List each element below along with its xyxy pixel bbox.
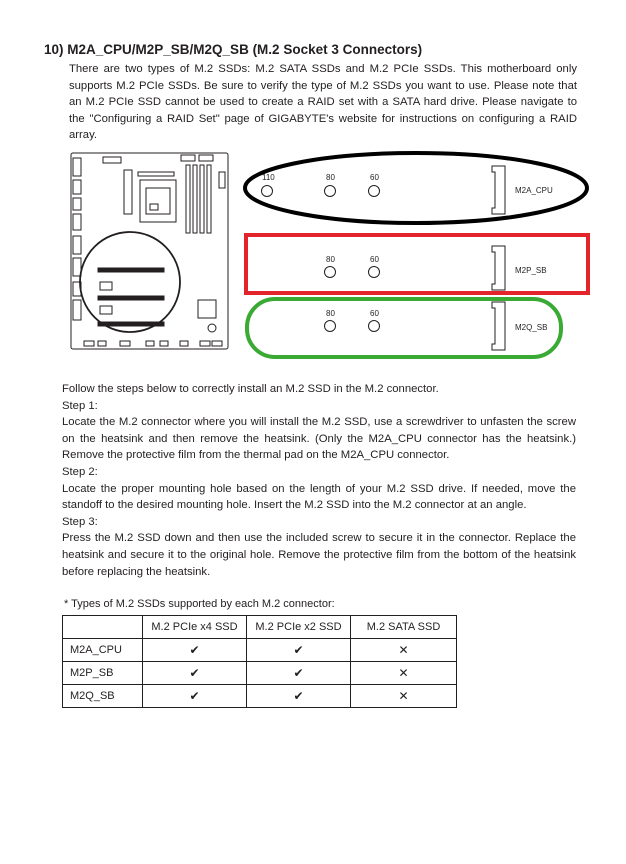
mounting-hole-80 (325, 267, 336, 278)
hole-label-80: 80 (326, 309, 335, 318)
check-icon: ✔ (143, 639, 247, 662)
mounting-hole-80 (325, 186, 336, 197)
step1-text: Locate the M.2 connector where you will install the M.2 SSD, use a screwdriver to unfasten the screw on the heatsink and then remove the heatsink. (Only the M2A_CPU connector has the heatsink.) Remove the protective film from the thermal pad on the M2A_CPU connector. (62, 416, 576, 462)
m2-slot-connector (492, 246, 505, 290)
m2q-sb-outline (247, 299, 561, 357)
connector-label-m2p-sb: M2P_SB (515, 266, 547, 275)
check-icon: ✔ (143, 662, 247, 685)
check-icon: ✔ (247, 662, 351, 685)
section-heading: 10) M2A_CPU/M2P_SB/M2Q_SB (M.2 Socket 3 Connectors) (44, 42, 423, 57)
connector-label-m2q-sb: M2Q_SB (515, 323, 548, 332)
m2-connector-diagram (0, 0, 626, 380)
mounting-hole-60 (369, 267, 380, 278)
mounting-hole-80 (325, 321, 336, 332)
step1-title: Step 1: (62, 399, 98, 412)
step3-text: Press the M.2 SSD down and then use the included screw to secure it in the connector. Replace the heatsink and secure it to the original hole. Remove the protective film from the bottom of the heatsink before replacing the heatsink. (62, 532, 576, 578)
table-header-cell: M.2 SATA SSD (351, 616, 457, 639)
table-header-cell: M.2 PCIe x4 SSD (143, 616, 247, 639)
mounting-hole-60 (369, 186, 380, 197)
m2q-sb-connector-view (247, 299, 561, 357)
table-header-row (63, 616, 457, 639)
hole-label-80: 80 (326, 255, 335, 264)
m2p-sb-connector-view (246, 235, 588, 293)
hole-label-60: 60 (370, 173, 379, 182)
table-row (63, 685, 457, 708)
row-label: M2A_CPU (63, 639, 143, 662)
table-header-cell: M.2 PCIe x2 SSD (247, 616, 351, 639)
m2a-cpu-connector-view (245, 153, 587, 223)
row-label: M2P_SB (63, 662, 143, 685)
table-header-cell (63, 616, 143, 639)
hole-label-110: 110 (262, 173, 275, 182)
mounting-hole-110 (262, 186, 273, 197)
installation-steps (62, 381, 576, 580)
table-row (63, 662, 457, 685)
check-icon: ✔ (247, 639, 351, 662)
ssd-support-table (62, 615, 457, 708)
hole-label-60: 60 (370, 309, 379, 318)
hole-label-80: 80 (326, 173, 335, 182)
intro-paragraph: There are two types of M.2 SSDs: M.2 SATA SSDs and M.2 PCIe SSDs. This motherboard only supports M.2 PCIe SSDs. Be sure to verify the type of M.2 SSDs you want to use. Please note that an M.2 PCIe SSD cannot be used to create a RAID set with a SATA hard drive. Please navigate to the "Configuring a RAID Set" page of GIGABYTE's website for instructions on configuring a RAID array. (69, 63, 577, 141)
m2-slot-connector (492, 302, 505, 350)
motherboard-illustration (71, 153, 228, 349)
row-label: M2Q_SB (63, 685, 143, 708)
mounting-hole-60 (369, 321, 380, 332)
cross-icon: ✕ (351, 662, 457, 685)
m2-slot-connector (492, 166, 505, 214)
table-row (63, 639, 457, 662)
cross-icon: ✕ (351, 639, 457, 662)
step2-text: Locate the proper mounting hole based on the length of your M.2 SSD drive. If needed, move the standoff to the desired mounting hole. Insert the M.2 SSD into the M.2 connector at an angle. (62, 482, 576, 512)
cross-icon: ✕ (351, 685, 457, 708)
table-caption: * Types of M.2 SSDs supported by each M.2 connector: (64, 598, 335, 610)
hole-label-60: 60 (370, 255, 379, 264)
m2p-sb-outline (246, 235, 588, 293)
check-icon: ✔ (247, 685, 351, 708)
check-icon: ✔ (143, 685, 247, 708)
connector-label-m2a-cpu: M2A_CPU (515, 186, 553, 195)
step2-title: Step 2: (62, 465, 98, 478)
step3-title: Step 3: (62, 515, 98, 528)
steps-intro: Follow the steps below to correctly install an M.2 SSD in the M.2 connector. (62, 383, 439, 395)
